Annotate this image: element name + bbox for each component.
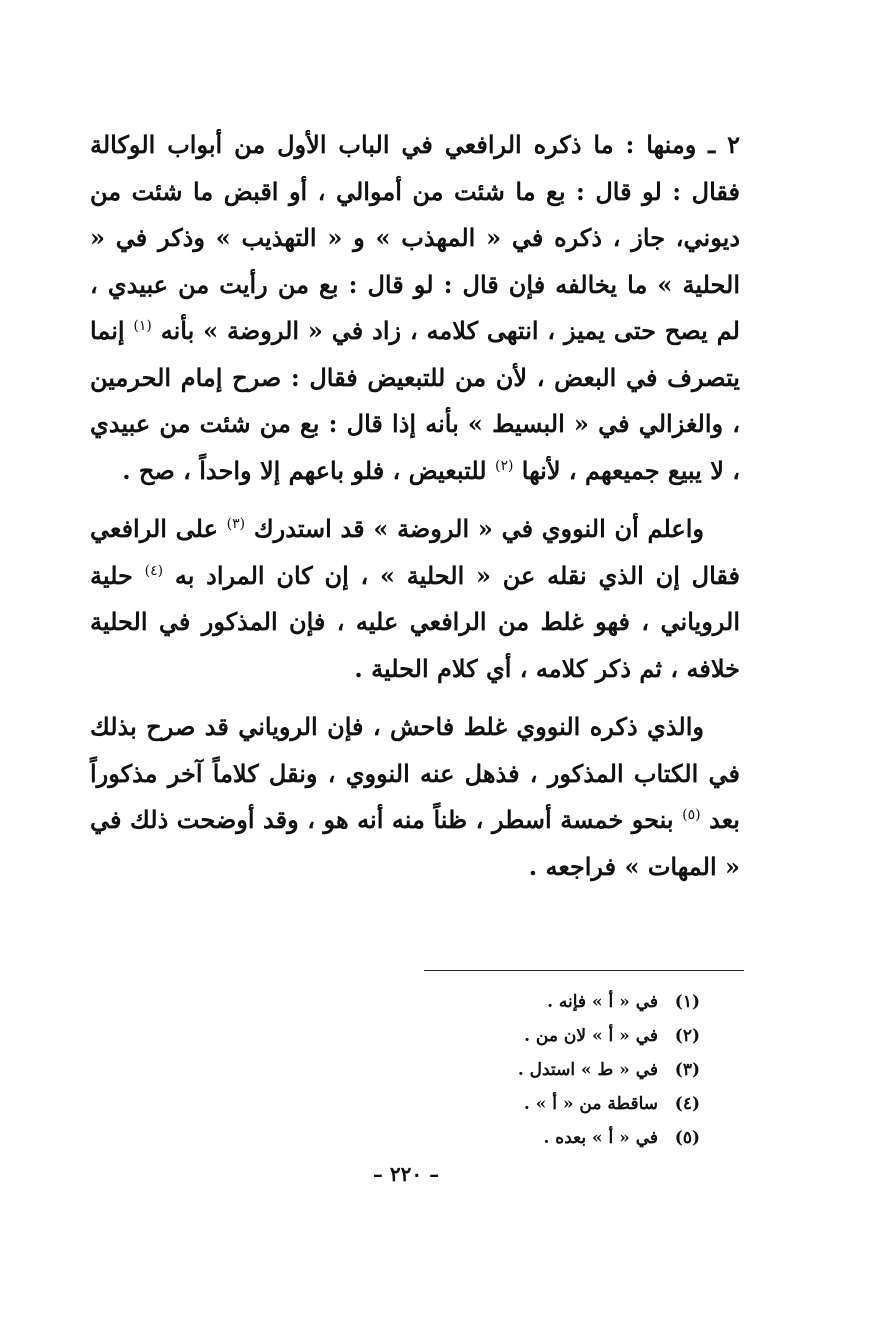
footnotes-list [300, 985, 700, 1155]
footnote-text: في « أ » بعده . [543, 1128, 658, 1148]
footnote-number: (١) [674, 992, 700, 1012]
text-segment: على الرافعي فقال إن الذي نقله عن « الحلية » ، إن كان المراد به [90, 514, 740, 590]
footnote-text: في « ط » استدل . [517, 1060, 658, 1080]
text-segment: إنما يتصرف في البعض ، لأن من للتبعيض فقال : صرح إمام الحرمين ، والغزالي في « البسيط » بأنه إذا قال : بع من شئت من عبيدي ، لا يبيع جميعهم ، لأنها [90, 316, 740, 485]
paragraph-1 [90, 122, 740, 494]
footnote-item [300, 985, 700, 1019]
main-text [90, 122, 740, 902]
footnote-text: في « أ » فإنه . [547, 992, 658, 1012]
text-segment: واعلم أن النووي في « الروضة » قد استدرك [245, 514, 704, 543]
footnote-ref-2[interactable]: (٢) [494, 457, 514, 474]
footnote-number: (٢) [674, 1026, 700, 1046]
footnote-divider [424, 970, 744, 971]
footnote-ref-1[interactable]: (١) [133, 318, 152, 334]
footnote-text: ساقطة من « أ » . [523, 1094, 658, 1114]
footnote-number: (٤) [674, 1094, 700, 1114]
paragraph-2 [90, 506, 740, 692]
text-segment: بنحو خمسة أسطر ، ظناً منه أنه هو ، وقد أوضحت ذلك في « المهات » فراجعه . [90, 805, 740, 881]
footnote-item [300, 1053, 700, 1087]
text-segment: ٢ ـ ومنها : ما ذكره الرافعي في الباب الأول من أبواب الوكالة فقال : لو قال : بع ما شئت من أموالي ، أو اقبض ما شئت من ديوني، جاز ، ذكره في « المهذب » و « التهذيب » وذكر في « الحلية » ما يخالفه فإن قال : لو قال : بع من رأيت من عبيدي ، لم يصح حتى يميز ، انتهى كلامه ، زاد في « الروضة » بأنه [90, 130, 740, 345]
footnote-number: (٣) [674, 1060, 700, 1080]
footnote-number: (٥) [674, 1128, 700, 1148]
footnote-item [300, 1121, 700, 1155]
page-number: – ٢٢٠ – [372, 1162, 440, 1186]
footnote-item [300, 1087, 700, 1121]
text-segment: والذي ذكره النووي غلط فاحش ، فإن الروياني قد صرح بذلك في الكتاب المذكور ، فذهل عنه النووي ، ونقل كلاماً آخر مذكوراً بعد [90, 712, 740, 834]
paragraph-3 [90, 704, 740, 890]
footnote-ref-5[interactable]: (٥) [682, 807, 701, 823]
footnote-ref-4[interactable]: (٤) [144, 562, 164, 579]
footnote-ref-3[interactable]: (٣) [226, 516, 246, 532]
text-segment: حلية الروياني ، فهو غلط من الرافعي عليه ، فإن المذكور في الحلية خلافه ، ثم ذكر كلامه ، أي كلام الحلية . [90, 560, 740, 683]
footnote-item [300, 1019, 700, 1053]
footnote-text: في « أ » لان من . [524, 1026, 658, 1046]
text-segment: للتبعيض ، فلو باعهم إلا واحداً ، صح . [122, 455, 495, 485]
